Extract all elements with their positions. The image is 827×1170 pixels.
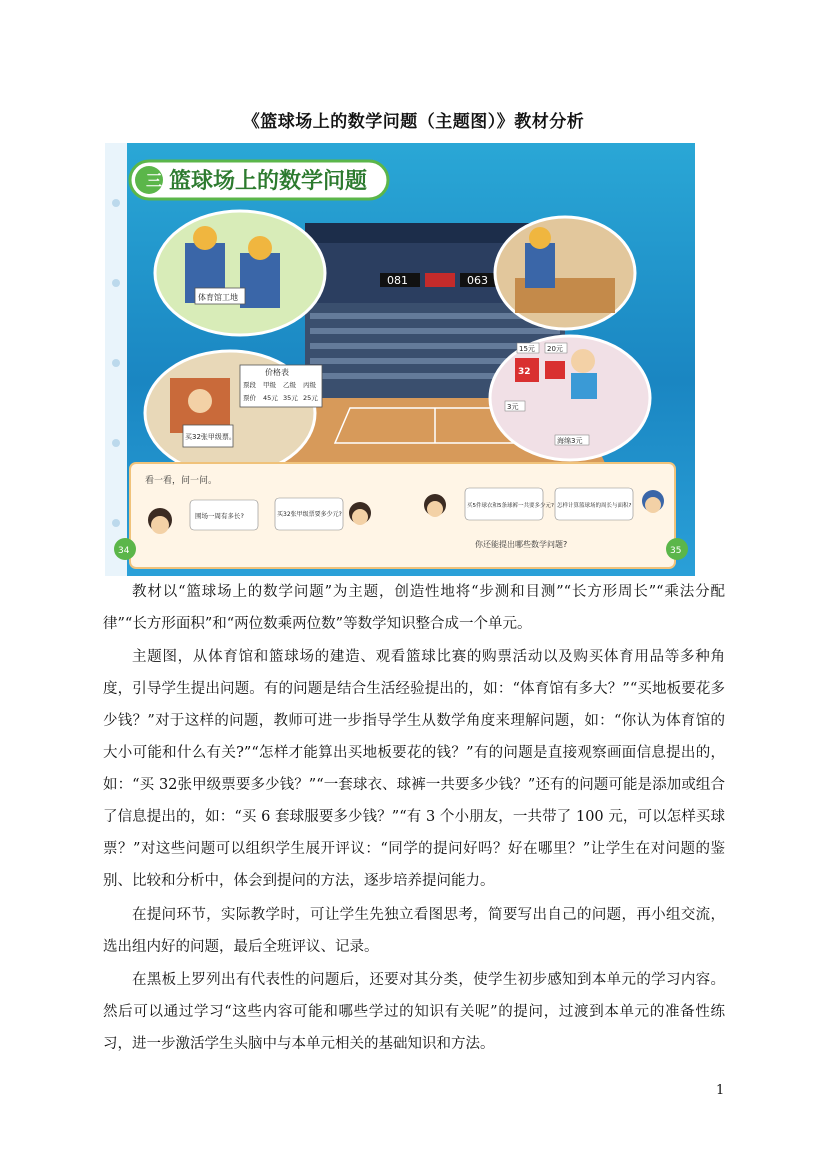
page-number: 1 bbox=[716, 1083, 725, 1098]
scoreboard-left: 081 bbox=[387, 274, 408, 287]
price-header-1: 票段 bbox=[243, 381, 256, 389]
floor-scene bbox=[495, 217, 635, 329]
sports-shop-scene bbox=[490, 336, 650, 460]
page-right: 35 bbox=[670, 546, 682, 556]
shorts-price: 20元 bbox=[547, 345, 563, 353]
price-header-4: 丙级 bbox=[303, 381, 316, 389]
document-title: 《篮球场上的数学问题（主题图）》教材分析 bbox=[242, 112, 585, 132]
sock-price: 3元 bbox=[507, 403, 519, 411]
price-value-4: 25元 bbox=[303, 394, 318, 402]
paragraph-2: 主题图，从体育馆和篮球场的建造、观看篮球比赛的购票活动以及购买体育用品等多种角度，引导学生提出问题。有的问题是结合生活经验提出的，如：“体育馆有多大？”“买地板要花多少钱？”对于这样的问题，教师可进一步指导学生从数学角度来理解问题，如：“你认为体育馆的大小可能和什么有关?”“怎样才能算出买地板要花的钱？”有的问题是直接观察画面信息提出的，如：“买 32张甲级票要多少钱？”“一套球衣、球裤一共要多少钱？”还有的问题可能是添加或组合了信息提出的，如：“买 6 套球服要多少钱？”“有 3 个小朋友，一共带了 100 元，可以怎样买球票？”对这些问题可以组织学生展开评议：“同学的提问好吗？好在哪里？”让学生在对问题的鉴别、比较和分析中，体会到提问的方法，逐步培养提问能力。 bbox=[103, 649, 725, 889]
bubble-1: 围场一周有多长? bbox=[195, 512, 244, 520]
bubble-3: 买5件球衣和5条球裤一共要多少元? bbox=[467, 503, 554, 509]
price-value-2: 45元 bbox=[263, 394, 278, 402]
prompt-text: 看一看，问一问。 bbox=[145, 476, 218, 486]
ticket-note: 买32张甲级票。 bbox=[185, 433, 236, 441]
textbook-illustration bbox=[105, 143, 695, 576]
price-value-1: 票价 bbox=[243, 394, 256, 402]
page-left: 34 bbox=[118, 546, 130, 556]
svg-text:三: 三 bbox=[146, 171, 163, 190]
jersey-price: 15元 bbox=[519, 345, 535, 353]
gym-sign: 体育馆工地 bbox=[198, 293, 238, 302]
paragraph-4: 在黑板上罗列出有代表性的问题后，还要对其分类，使学生初步感知到本单元的学习内容。然后可以通过学习“这些内容可能和哪些学过的知识有关呢”的提问，过渡到本单元的准备性练习，进一步激活学生头脑中与本单元相关的基础知识和方法。 bbox=[103, 972, 725, 1052]
bubble-2: 买32张甲级票要多少元? bbox=[277, 511, 342, 518]
price-header-2: 甲级 bbox=[263, 381, 276, 389]
prompt-panel bbox=[114, 463, 688, 568]
jersey-number: 32 bbox=[518, 367, 531, 377]
banner bbox=[130, 161, 388, 199]
question-text: 你还能提出哪些数学问题? bbox=[475, 540, 568, 549]
sponge-price: 海绵3元 bbox=[557, 437, 583, 445]
price-value-3: 35元 bbox=[283, 394, 298, 402]
banner-title: 篮球场上的数学问题 bbox=[169, 169, 368, 194]
price-header-3: 乙级 bbox=[283, 381, 296, 389]
paragraph-1: 教材以“篮球场上的数学问题”为主题，创造性地将“步测和目测”“长方形周长”“乘法分配律”“长方形面积”和“两位数乘两位数”等数学知识整合成一个单元。 bbox=[103, 584, 725, 632]
construction-scene bbox=[155, 211, 325, 335]
price-table-title: 价格表 bbox=[265, 368, 289, 377]
bubble-4: 怎样计算篮球场的周长与面积? bbox=[557, 503, 632, 509]
scoreboard-right: 063 bbox=[467, 274, 488, 287]
paragraph-3: 在提问环节，实际教学时，可让学生先独立看图思考，简要写出自己的问题，再小组交流，选出组内好的问题，最后全班评议、记录。 bbox=[103, 907, 725, 955]
